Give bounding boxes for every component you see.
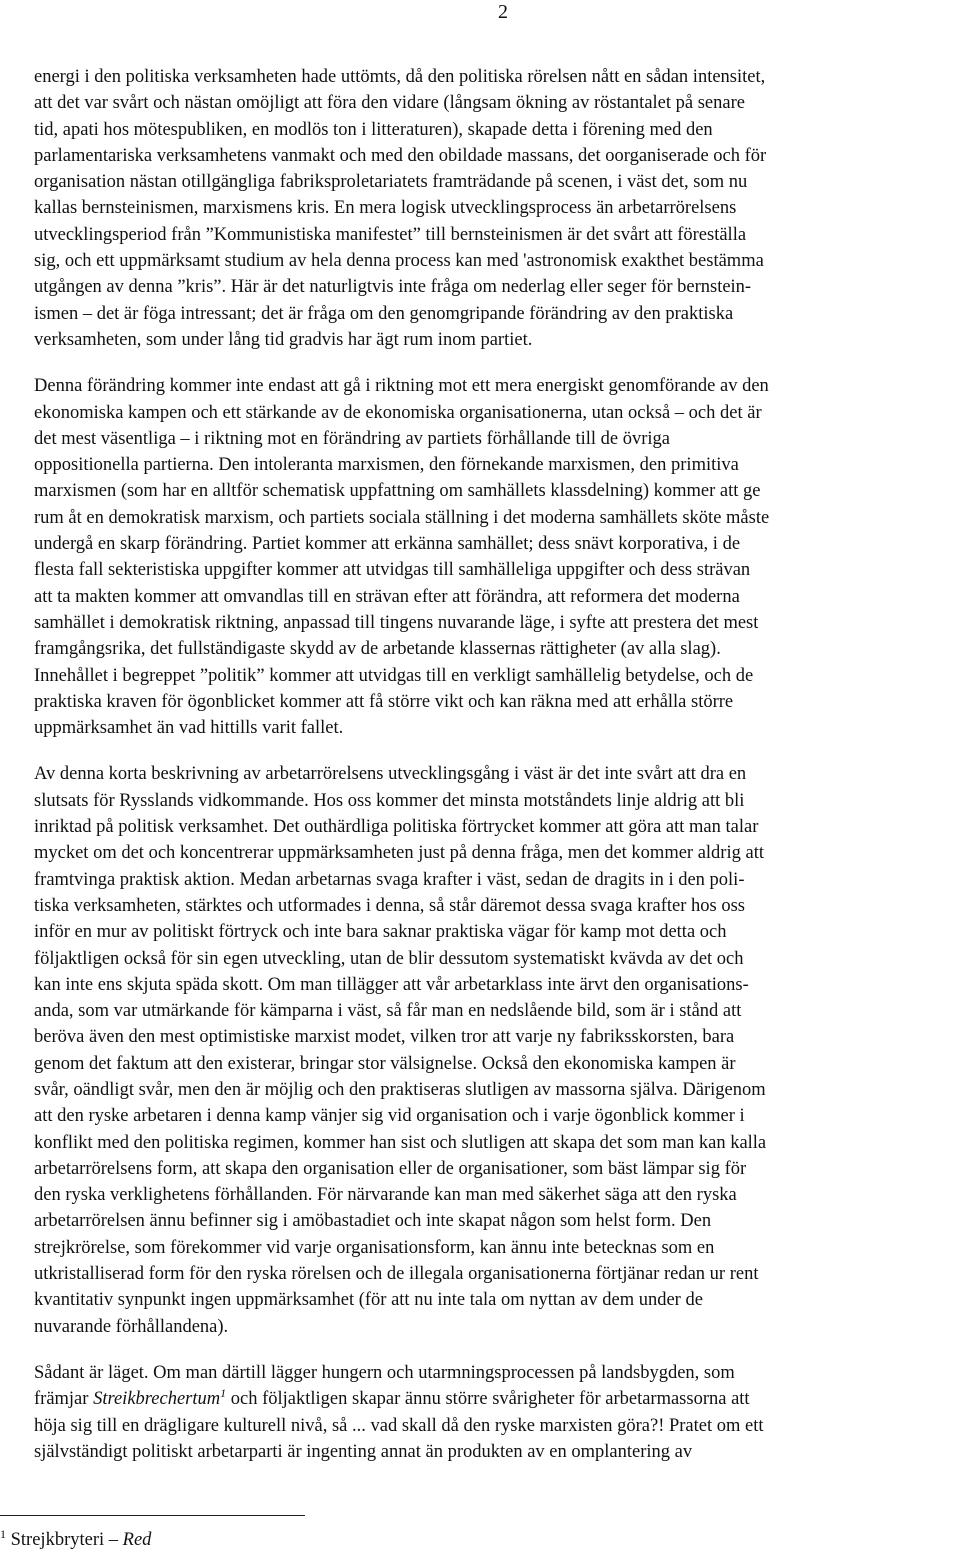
text-line: verksamheten, som under lång tid gradvis har ägt rum inom partiet. [34, 329, 533, 350]
text-fragment: och följaktligen skapar ännu större svårigheter för arbetarmassorna att [226, 1389, 750, 1410]
text-line: utvecklingsperiod från ”Kommunistiska manifestet” till bernsteinismen är det svårt att föreställa [34, 224, 747, 245]
text-line: anda, som var utmärkande för kämparna i väst, så får man en nedslående bild, som är i stånd att [34, 1001, 742, 1022]
footnote-editor: Red [122, 1530, 152, 1550]
text-line: Denna förändring kommer inte endast att gå i riktning mot ett mera energiskt genomförande av den [34, 376, 769, 397]
text-line: flesta fall sekteristiska uppgifter kommer att utvidgas till samhälleliga uppgifter och dess strävan [34, 560, 751, 581]
text-line: mycket om det och koncentrerar uppmärksamheten just på denna fråga, men det kommer aldrig att [34, 843, 764, 864]
text-line: arbetarrörelsens form, att skapa den organisation eller de organisationer, som bäst lämpar sig för [34, 1158, 747, 1179]
paragraph-1 [34, 64, 931, 353]
text-line: kvantitativ synpunkt ingen uppmärksamhet (för att nu inte tala om nyttan av dem under de [34, 1290, 703, 1311]
footnote-reference[interactable]: 1 [220, 1386, 227, 1401]
paragraph-3 [34, 761, 931, 1340]
text-line: framgångsrika, det fullständigaste skydd av de arbetande klassernas rättigheter (av alla slag). [34, 639, 721, 660]
text-line: organisation nästan otillgängliga fabriksproletariatets framträdande på scenen, i väst det, som nu [34, 172, 748, 193]
text-line: Sådant är läget. Om man därtill lägger hungern och utarmningsprocessen på landsbygden, som [34, 1362, 735, 1383]
italic-term: Streikbrechertum [93, 1389, 221, 1410]
text-line: utgången av denna ”kris”. Här är det naturligtvis inte fråga om nederlag eller seger för bernstein- [34, 277, 752, 298]
text-line: oppositionella partierna. Den intoleranta marxismen, den förnekande marxismen, den primitiva [34, 455, 739, 476]
text-line: svår, oändligt svår, men den är möjlig och den praktiseras slutligen av massorna själva. Därigenom [34, 1079, 766, 1100]
text-line: slutsats för Rysslands vidkommande. Hos oss kommer det minsta motståndets linje aldrig att bli [34, 790, 745, 811]
paragraph-4 [34, 1360, 931, 1465]
text-line: ismen – det är föga intressant; det är fråga om den genomgripande förändring av den praktiska [34, 303, 734, 324]
text-line: undergå en skarp förändring. Partiet kommer att erkänna samhället; dess snävt korporativa, i de [34, 534, 741, 555]
footnote [0, 1528, 151, 1552]
text-line-with-footnote [34, 1386, 931, 1412]
text-line: samhället i demokratisk riktning, anpassad till tingens nuvarande läge, i syfte att prestera det mest [34, 612, 759, 633]
text-line: inriktad på politisk verksamhet. Det outhärdliga politiska förtrycket kommer att göra att man talar [34, 817, 759, 838]
footnote-text: Strejkbryteri – [6, 1530, 123, 1550]
paragraph-2 [34, 373, 931, 741]
text-line: den ryska verklighetens förhållanden. För närvarande kan man med säkerhet säga att den ryska [34, 1185, 737, 1206]
text-line: uppmärksamhet än vad hittills varit fallet. [34, 718, 344, 739]
text-line: framtvinga praktisk aktion. Medan arbetarnas svaga krafter i väst, sedan de dragits in i den poli- [34, 869, 745, 890]
text-line: rum åt en demokratisk marxism, och partiets sociala ställning i det moderna samhällets sköte måste [34, 507, 770, 528]
document-body [34, 64, 931, 1485]
text-line: att det var svårt och nästan omöjligt att föra den vidare (långsam ökning av röstantalet på senare [34, 93, 745, 114]
footnote-marker: 1 [0, 1526, 6, 1541]
text-line: ekonomiska kampen och ett stärkande av de ekonomiska organisationerna, utan också – och det är [34, 402, 762, 423]
text-line: beröva även den mest optimistiske marxist modet, vilken tror att varje ny fabriksskorsten, bara [34, 1027, 735, 1048]
text-line: genom det faktum att den existerar, bringar stor välsignelse. Också den ekonomiska kampen är [34, 1053, 736, 1074]
text-line: att den ryske arbetaren i denna kamp vänjer sig vid organisation och i varje ögonblick kommer i [34, 1106, 745, 1127]
text-line: inför en mur av politiskt förtryck och inte bara saknar praktiska vägar för kamp mot detta och [34, 922, 727, 943]
text-line: tiska verksamheten, stärktes och utformades i denna, så står däremot dessa svaga krafter hos oss [34, 895, 746, 916]
text-line: utkristalliserad form för den ryska rörelsen och de illegala organisationerna förtjänar redan ur rent [34, 1264, 759, 1285]
text-line: konflikt med den politiska regimen, kommer han sist och slutligen att skapa det som man kan kalla [34, 1132, 767, 1153]
text-line: höja sig till en drägligare kulturell nivå, så ... vad skall då den ryske marxisten göra?! Pratet om ett [34, 1415, 764, 1436]
text-line: Innehållet i begreppet ”politik” kommer att utvidgas till en verkligt samhällelig betydelse, och de [34, 665, 754, 686]
page-number: 2 [498, 1, 508, 23]
text-line: energi i den politiska verksamheten hade uttömts, då den politiska rörelsen nått en sådan intensitet, [34, 67, 766, 87]
text-line: kallas bernsteinismen, marxismens kris. En mera logisk utvecklingsprocess än arbetarrörelsens [34, 198, 737, 219]
text-line: praktiska kraven för ögonblicket kommer att få större vikt och kan räkna med att erhålla större [34, 691, 734, 712]
text-line: tid, apati hos mötespubliken, en modlös ton i litteraturen), skapade detta i förening med den [34, 119, 713, 140]
text-line: att ta makten kommer att omvandlas till en strävan efter att förändra, att reformera det moderna [34, 586, 740, 607]
footnote-separator [0, 1515, 305, 1516]
text-line: kan inte ens skjuta späda skott. Om man tillägger att vår arbetarklass inte ärvt den organisations- [34, 974, 749, 995]
text-line: följaktligen också för sin egen utveckling, utan de blir dessutom systematiskt kvävda av det och [34, 948, 744, 969]
text-line: sig, och ett uppmärksamt studium av hela denna process kan med 'astronomisk exakthet bestämma [34, 251, 764, 272]
text-line: nuvarande förhållandena). [34, 1316, 229, 1337]
text-line: arbetarrörelsen ännu befinner sig i amöbastadiet och inte skapat någon som helst form. Den [34, 1211, 712, 1232]
text-line: strejkrörelse, som förekommer vid varje organisationsform, kan ännu inte betecknas som en [34, 1237, 715, 1258]
text-fragment: främjar [34, 1389, 94, 1410]
text-line: parlamentariska verksamhetens vanmakt och med den obildade massans, det oorganiserade och för [34, 145, 767, 166]
text-line: marxismen (som har en alltför schematisk uppfattning om samhällets klassdelning) kommer att ge [34, 481, 761, 502]
text-line: Av denna korta beskrivning av arbetarrörelsens utvecklingsgång i väst är det inte svårt att dra en [34, 764, 747, 785]
text-line: det mest väsentliga – i riktning mot en förändring av partiets förhållande till de övriga [34, 428, 671, 449]
text-line: självständigt politiskt arbetarparti är ingenting annat än produkten av en omplantering av [34, 1441, 693, 1462]
